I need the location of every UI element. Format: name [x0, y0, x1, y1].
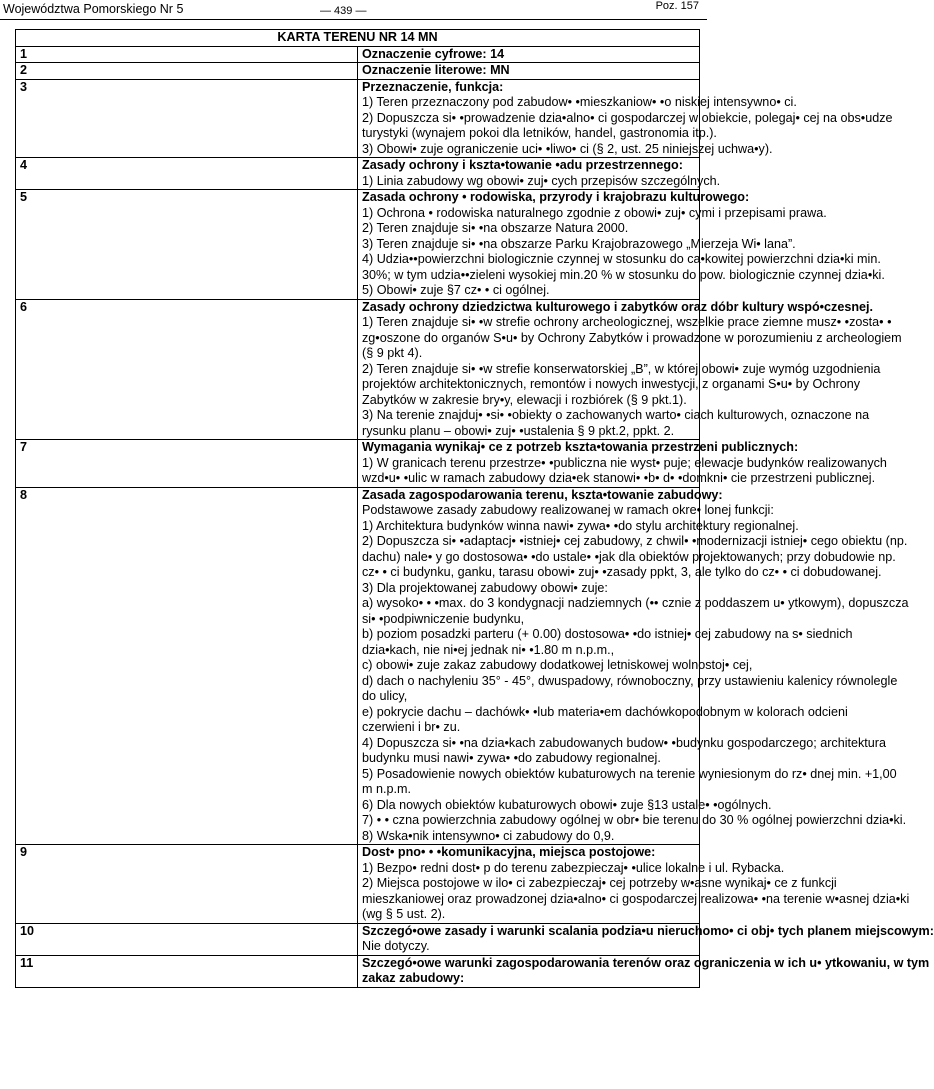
- table-row: [16, 955, 700, 987]
- section-text-line: 5) Obowi• zuje §7 cz• • ci ogólnej.: [362, 283, 550, 297]
- section-text-line: e) pokrycie dachu – dachówk• •lub materia•em dachówkopodobnym w kolorach odcieni: [362, 704, 848, 719]
- section-text-line: 1) W granicach terenu przestrze• •publiczna nie wyst• puje; elewacje budynków realizowanych: [362, 455, 887, 470]
- section-title: Dost• pno• • •komunikacyjna, miejsca postojowe:: [362, 845, 656, 859]
- row-content: [358, 46, 700, 63]
- row-content: [358, 923, 934, 955]
- section-title: Szczegó•owe zasady i warunki scalania podzia•u nieruchomo• ci obj• tych planem miejscowym:: [362, 923, 934, 938]
- section-text-line: 5) Posadowienie nowych obiektów kubaturowych na terenie wyniesionym do rz• dnej min. +1,00: [362, 766, 897, 781]
- section-text-line: si• •podpiwniczenie budynku,: [362, 611, 525, 626]
- row-number: 3: [16, 79, 358, 158]
- section-text-line: 2) Dopuszcza si• •prowadzenie dzia•alno• ci gospodarczej w obiekcie, polegaj• cej na obs•udze: [362, 110, 893, 125]
- table-row: [16, 440, 700, 488]
- section-text-line: wzd•u• •ulic w ramach zabudowy dzia•ek stanowi• •b• d• •domkni• cie przestrzeni publicznej.: [362, 471, 876, 485]
- table-row: [16, 487, 700, 845]
- section-title: Przeznaczenie, funkcja:: [362, 79, 504, 94]
- table-row: [16, 158, 700, 190]
- row-content: [358, 63, 700, 80]
- section-text-line: dachu) nale• y go dostosowa• •do ustale• •jak dla obiektów projektowanych; przy dobudowie np.: [362, 549, 896, 564]
- page-number: — 439 —: [320, 5, 367, 17]
- section-title: Szczegó•owe warunki zagospodarowania terenów oraz ograniczenia w ich u• ytkowaniu, w tym: [362, 955, 930, 970]
- row-number: 10: [16, 923, 358, 955]
- section-text-line: (wg § 5 ust. 2).: [362, 907, 446, 921]
- section-text-line: Zabytków w zakresie bry•y, elewacji i rozbiórek (§ 9 pkt.1).: [362, 392, 687, 407]
- table-row: [16, 923, 700, 955]
- section-text-line: 3) Dla projektowanej zabudowy obowi• zuje:: [362, 580, 608, 595]
- section-text-line: 7) • • czna powierzchnia zabudowy ogólnej w obr• bie terenu do 30 % ogólnej powierzchni dzia•ki.: [362, 813, 907, 827]
- section-text-line: 1) Teren znajduje si• •w strefie ochrony archeologicznej, wszelkie prace ziemne musz• •zosta• •: [362, 315, 892, 329]
- section-text-line: 4) Udzia••powierzchni biologicznie czynnej w stosunku do ca•kowitej powierzchni dzia•ki min.: [362, 252, 881, 266]
- section-text-line: czerwieni i br• zu.: [362, 720, 461, 734]
- section-text-line: projektów architektonicznych, remontów i nowych inwestycji, z organami S•u• by Ochrony: [362, 377, 861, 391]
- row-number: 11: [16, 955, 358, 987]
- section-title: Oznaczenie cyfrowe: 14: [362, 46, 505, 61]
- section-text-line: a) wysoko• • •max. do 3 kondygnacji nadziemnych (•• cznie z poddaszem u• ytkowym), dopuszcza: [362, 596, 909, 610]
- row-number: 7: [16, 440, 358, 488]
- section-text-line: 1) Architektura budynków winna nawi• zywa• •do stylu architektury regionalnej.: [362, 518, 799, 533]
- section-text-line: rysunku planu – obowi• zuj• •ustalenia § 9 pkt.2, ppkt. 2.: [362, 423, 675, 438]
- section-text-line: Podstawowe zasady zabudowy realizowanej w ramach okre• lonej funkcji:: [362, 503, 774, 517]
- section-text-line: 3) Teren znajduje si• •na obszarze Parku Krajobrazowego „Mierzeja Wi• lana”.: [362, 236, 796, 251]
- section-text-line: 2) Dopuszcza si• •adaptacj• •istniej• cej zabudowy, z chwil• •modernizacji istniej• cego obiektu (np.: [362, 534, 908, 548]
- section-title: Zasada zagospodarowania terenu, kszta•towanie zabudowy:: [362, 487, 723, 502]
- header-divider: [0, 19, 707, 20]
- section-text-line: 1) Ochrona • rodowiska naturalnego zgodnie z obowi• zuj• cymi i przepisami prawa.: [362, 205, 827, 220]
- row-number: 9: [16, 845, 358, 924]
- table-row: [16, 46, 700, 63]
- table-title-row: [16, 30, 700, 47]
- section-text-line: dzia•kach, nie ni•ej jednak ni• •1.80 m n.p.m.,: [362, 642, 615, 657]
- row-content: [358, 487, 909, 845]
- journal-name: Województwa Pomorskiego Nr 5: [3, 2, 184, 16]
- row-number: 4: [16, 158, 358, 190]
- section-text-line: 6) Dla nowych obiektów kubaturowych obowi• zuje §13 ustale• •ogólnych.: [362, 797, 772, 812]
- section-text-line: c) obowi• zuje zakaz zabudowy dodatkowej letniskowej wolnostoj• cej,: [362, 658, 753, 672]
- section-text-line: turystyki (wynajem pokoi dla letników, handel, gastronomia itp.).: [362, 126, 717, 140]
- section-text-line: zg•oszone do organów S•u• by Ochrony Zabytków i prowadzone w porozumieniu z archeologiem: [362, 330, 902, 345]
- table-row: [16, 190, 700, 300]
- section-title: Oznaczenie literowe: MN: [362, 63, 510, 77]
- row-content: [358, 158, 721, 190]
- section-text-line: budynku musi nawi• zywa• •do zabudowy regionalnej.: [362, 751, 661, 765]
- row-number: 6: [16, 299, 358, 440]
- row-content: [358, 299, 902, 440]
- section-text-line: 3) Na terenie znajduj• •si• •obiekty o zachowanych warto• ciach kulturowych, oznaczone na: [362, 408, 870, 422]
- section-text-line: 8) Wska•nik intensywno• ci zabudowy do 0,9.: [362, 828, 615, 843]
- table-row: [16, 63, 700, 80]
- section-title: Zasady ochrony i kszta•towanie •adu przestrzennego:: [362, 158, 683, 172]
- row-number: 2: [16, 63, 358, 80]
- row-number: 8: [16, 487, 358, 845]
- section-text-line: Nie dotyczy.: [362, 939, 430, 953]
- section-title-continued: zakaz zabudowy:: [362, 971, 465, 985]
- section-title: Zasady ochrony dziedzictwa kulturowego i zabytków oraz dóbr kultury wspó•czesnej.: [362, 299, 874, 314]
- row-content: [358, 440, 887, 488]
- section-text-line: 4) Dopuszcza si• •na dzia•kach zabudowanych budow• •budynku gospodarczego; architektura: [362, 735, 886, 750]
- section-title: Wymagania wynikaj• ce z potrzeb kszta•towania przestrzeni publicznych:: [362, 440, 799, 454]
- section-text-line: mieszkaniowej oraz prowadzonej dzia•alno• ci gospodarczej realizowa• •na terenie w•asnej dzia•ki: [362, 891, 910, 906]
- section-text-line: cz• • ci budynku, ganku, tarasu obowi• zuj• •zasady ppkt, 3, ale tylko do cz• • ci dobudowanej.: [362, 565, 882, 579]
- section-text-line: m n.p.m.: [362, 782, 411, 796]
- section-text-line: do ulicy,: [362, 689, 408, 703]
- section-text-line: d) dach o nachyleniu 35° - 45°, dwuspadowy, równoboczny, przy ustawieniu kalenicy równolegle: [362, 673, 898, 688]
- section-text-line: 2) Teren znajduje si• •na obszarze Natura 2000.: [362, 221, 629, 235]
- section-text-line: 30%; w tym udzia••zieleni wysokiej min.20 % w stosunku do pow. biologicznie czynnej dzia•ki.: [362, 267, 885, 282]
- land-card-table: [15, 29, 934, 988]
- row-content: [358, 190, 885, 300]
- section-title: Zasada ochrony • rodowiska, przyrody i krajobrazu kulturowego:: [362, 190, 750, 204]
- section-text-line: 2) Miejsca postojowe w ilo• ci zabezpieczaj• cej potrzeby w•asne wynikaj• ce z funkcji: [362, 876, 837, 890]
- section-text-line: 2) Teren znajduje si• •w strefie konserwatorskiej „B”, w której obowi• zuje wymóg uzgodnienia: [362, 361, 881, 376]
- section-text-line: b) poziom posadzki parteru (+ 0.00) dostosowa• •do istniej• cej zabudowy na s• siednich: [362, 627, 853, 641]
- section-text-line: 1) Linia zabudowy wg obowi• zuj• cych przepisów szczególnych.: [362, 173, 721, 188]
- row-content: [358, 79, 893, 158]
- row-content: [358, 845, 910, 924]
- card-title: KARTA TERENU NR 14 MN: [16, 30, 700, 47]
- row-content: [358, 955, 930, 987]
- table-row: [16, 79, 700, 158]
- row-number: 5: [16, 190, 358, 300]
- section-text-line: 3) Obowi• zuje ograniczenie uci• •liwo• ci (§ 2, ust. 25 niniejszej uchwa•y).: [362, 141, 773, 156]
- position-number: Poz. 157: [655, 0, 699, 12]
- section-text-line: 1) Teren przeznaczony pod zabudow• •mieszkaniow• •o niskiej intensywno• ci.: [362, 95, 797, 109]
- section-text-line: (§ 9 pkt 4).: [362, 346, 423, 360]
- section-text-line: 1) Bezpo• redni dost• p do terenu zabezpieczaj• •ulice lokalne i ul. Rybacka.: [362, 860, 785, 875]
- row-number: 1: [16, 46, 358, 63]
- table-row: [16, 845, 700, 924]
- table-row: [16, 299, 700, 440]
- page-header: [0, 0, 707, 18]
